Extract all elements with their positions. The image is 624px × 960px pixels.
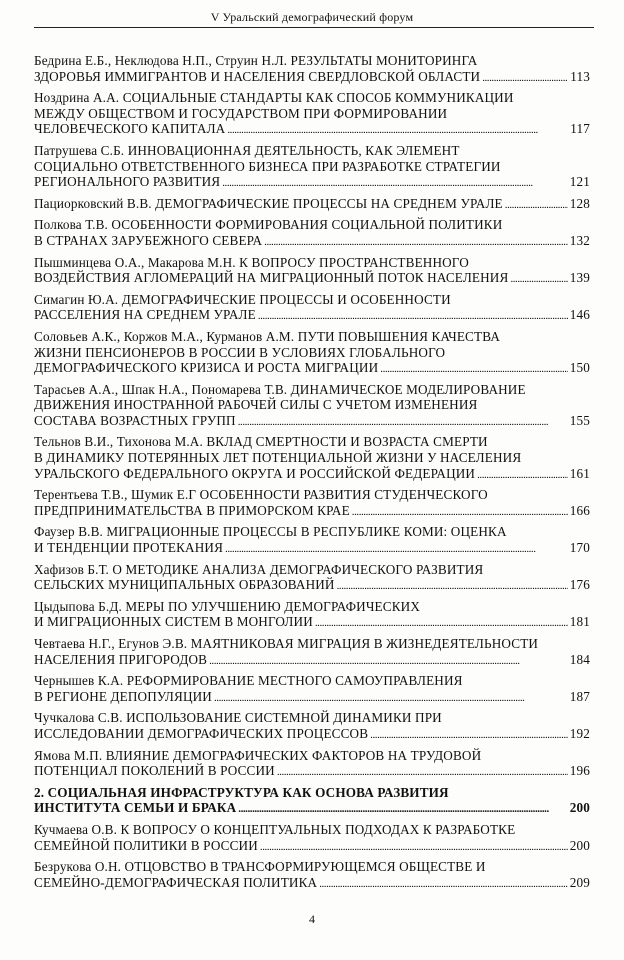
toc-page-number: 121: [569, 174, 590, 190]
toc-entry[interactable]: [34, 217, 590, 250]
toc-entry-line: Полкова Т.В. ОСОБЕННОСТИ ФОРМИРОВАНИЯ СОЦИАЛЬНОЙ ПОЛИТИКИ: [34, 217, 503, 233]
running-header: V Уральский демографический форум: [210, 10, 414, 24]
toc-entry[interactable]: [34, 636, 590, 669]
toc-entry-line: Патрушева С.Б. ИННОВАЦИОННАЯ ДЕЯТЕЛЬНОСТЬ, КАК ЭЛЕМЕНТ: [34, 142, 460, 158]
toc-page-number: 161: [569, 465, 590, 481]
dot-leader: [319, 877, 568, 893]
dot-leader: [264, 235, 568, 251]
toc-entry-title: И ТЕНДЕНЦИИ ПРОТЕКАНИЯ: [34, 540, 224, 556]
dot-leader: [370, 728, 568, 744]
toc-page-number: 166: [569, 502, 590, 518]
toc-entry[interactable]: [34, 673, 590, 706]
toc-entry-title: СЕМЕЙНО-ДЕМОГРАФИЧЕСКАЯ ПОЛИТИКА: [34, 874, 318, 890]
toc-page-number: 181: [569, 614, 590, 630]
toc-entry-line: [34, 726, 590, 744]
toc-entry[interactable]: [34, 434, 590, 483]
toc-entry-line: Терентьева Т.В., Шумик Е.Г ОСОБЕННОСТИ РАЗВИТИЯ СТУДЕНЧЕСКОГО: [34, 487, 488, 503]
toc-entry[interactable]: [34, 382, 590, 431]
toc-page-number: 139: [569, 270, 590, 286]
dot-leader: [477, 468, 568, 484]
toc-page-number: 192: [569, 725, 590, 741]
toc-page-number: 200: [569, 837, 590, 853]
toc-entry-line: [34, 360, 590, 378]
toc-entry-line: 2. СОЦИАЛЬНАЯ ИНФРАСТРУКТУРА КАК ОСНОВА РАЗВИТИЯ: [34, 784, 449, 800]
toc-entry-line: [34, 69, 590, 87]
page-number: 4: [309, 912, 315, 926]
toc-entry-line: [34, 800, 590, 818]
toc-page-number: 113: [570, 68, 590, 84]
dot-leader: [227, 123, 568, 139]
toc-entry-line: Бедрина Е.Б., Неклюдова Н.П., Струин Н.Л. РЕЗУЛЬТАТЫ МОНИТОРИНГА: [34, 53, 478, 68]
toc-entry-title: РАССЕЛЕНИЯ НА СРЕДНЕМ УРАЛЕ: [34, 307, 256, 323]
toc-entry-title: РЕГИОНАЛЬНОГО РАЗВИТИЯ: [34, 174, 221, 190]
toc-entry-line: Пышминцева О.А., Макарова М.Н. К ВОПРОСУ ПРОСТРАНСТВЕННОГО: [34, 254, 469, 270]
toc-page-number: 150: [569, 360, 590, 376]
toc-entry-title: ЧЕЛОВЕЧЕСКОГО КАПИТАЛА: [34, 121, 226, 137]
toc-entry-line: [34, 689, 590, 707]
dot-leader: [380, 362, 568, 378]
toc-page-number: 196: [569, 763, 590, 779]
toc-entry-line: В ДИНАМИКУ ПОТЕРЯННЫХ ЛЕТ ПОТЕНЦИАЛЬНОЙ ЖИЗНИ У НАСЕЛЕНИЯ: [34, 450, 522, 466]
dot-leader: [277, 765, 568, 781]
toc-entry-line: [34, 121, 590, 139]
toc-entry-line: [34, 763, 590, 781]
toc-entry-line: [34, 614, 590, 632]
toc-entry-title: ИССЛЕДОВАНИИ ДЕМОГРАФИЧЕСКИХ ПРОЦЕССОВ: [34, 725, 369, 741]
toc-entry-line: [34, 307, 590, 325]
toc-entry[interactable]: [34, 90, 590, 139]
dot-leader: [238, 802, 568, 818]
toc-entry-line: [34, 577, 590, 595]
toc-entry-line: [34, 838, 590, 856]
toc-page-number: 146: [569, 307, 590, 323]
toc-entry-line: МЕЖДУ ОБЩЕСТВОМ И ГОСУДАРСТВОМ ПРИ ФОРМИРОВАНИИ: [34, 105, 448, 121]
dot-leader: [214, 691, 568, 707]
toc-page-number: 187: [569, 688, 590, 704]
dot-leader: [258, 309, 568, 325]
toc-entry[interactable]: [34, 710, 590, 743]
toc-section-heading[interactable]: [34, 785, 590, 818]
toc-entry[interactable]: [34, 859, 590, 892]
toc-entry-line: Ямова М.П. ВЛИЯНИЕ ДЕМОГРАФИЧЕСКИХ ФАКТОРОВ НА ТРУДОВОЙ: [34, 747, 482, 763]
toc-entry-line: Безрукова О.Н. ОТЦОВСТВО В ТРАНСФОРМИРУЮЩЕМСЯ ОБЩЕСТВЕ И: [34, 859, 486, 875]
toc-entry-title: СЕЛЬСКИХ МУНИЦИПАЛЬНЫХ ОБРАЗОВАНИЙ: [34, 577, 335, 593]
toc-entry-title: НАСЕЛЕНИЯ ПРИГОРОДОВ: [34, 651, 208, 667]
toc-entry[interactable]: [34, 329, 590, 378]
toc-entry[interactable]: [34, 748, 590, 781]
toc-entry-title: СОСТАВА ВОЗРАСТНЫХ ГРУПП: [34, 412, 236, 428]
dot-leader: [225, 542, 568, 558]
toc-entry[interactable]: [34, 292, 590, 325]
toc-entry-line: [34, 652, 590, 670]
toc-entry-title: ПРЕДПРИНИМАТЕЛЬСТВА В ПРИМОРСКОМ КРАЕ: [34, 502, 350, 518]
toc-page-number: 117: [570, 121, 590, 137]
toc-entry-line: Симагин Ю.А. ДЕМОГРАФИЧЕСКИЕ ПРОЦЕССЫ И ОСОБЕННОСТИ: [34, 291, 451, 307]
toc-entry-title: УРАЛЬСКОГО ФЕДЕРАЛЬНОГО ОКРУГА И РОССИЙСКОЙ ФЕДЕРАЦИИ: [34, 465, 476, 481]
toc-page-number: 200: [569, 800, 590, 816]
dot-leader: [352, 505, 568, 521]
toc-page-number: 155: [569, 412, 590, 428]
toc-entry-line: Соловьев А.К., Коржов М.А., Курманов А.М. ПУТИ ПОВЫШЕНИЯ КАЧЕСТВА: [34, 328, 501, 344]
toc-entry[interactable]: [34, 487, 590, 520]
toc-entry-line: [34, 233, 590, 251]
toc-entry-title: В РЕГИОНЕ ДЕПОПУЛЯЦИИ: [34, 688, 212, 704]
toc-entry-line: СОЦИАЛЬНО ОТВЕТСТВЕННОГО БИЗНЕСА ПРИ РАЗРАБОТКЕ СТРАТЕГИИ: [34, 158, 501, 174]
toc-page-number: 170: [569, 540, 590, 556]
toc-entry-line: [34, 174, 590, 192]
toc-entry-title: СЕМЕЙНОЙ ПОЛИТИКИ В РОССИИ: [34, 837, 258, 853]
toc-entry-line: Хафизов Б.Т. О МЕТОДИКЕ АНАЛИЗА ДЕМОГРАФИЧЕСКОГО РАЗВИТИЯ: [34, 561, 484, 577]
toc-entry-line: Кучмаева О.В. К ВОПРОСУ О КОНЦЕПТУАЛЬНЫХ ПОДХОДАХ К РАЗРАБОТКЕ: [34, 821, 516, 837]
toc-entry-line: [34, 875, 590, 893]
toc-entry-line: Цыдыпова Б.Д. МЕРЫ ПО УЛУЧШЕНИЮ ДЕМОГРАФИЧЕСКИХ: [34, 598, 420, 614]
toc-entry-line: Чевтаева Н.Г., Егунов Э.В. МАЯТНИКОВАЯ МИГРАЦИЯ В ЖИЗНЕДЕЯТЕЛЬНОСТИ: [34, 636, 539, 651]
toc-entry-line: [34, 413, 590, 431]
toc-entry[interactable]: [34, 53, 590, 86]
toc-page-number: 184: [569, 651, 590, 667]
toc-entry-line: Чернышев К.А. РЕФОРМИРОВАНИЕ МЕСТНОГО САМОУПРАВЛЕНИЯ: [34, 673, 463, 689]
dot-leader: [209, 654, 568, 670]
toc-entry[interactable]: [34, 143, 590, 192]
toc-entry[interactable]: [34, 255, 590, 288]
dot-leader: [222, 176, 568, 192]
dot-leader: [238, 415, 568, 431]
dot-leader: [260, 840, 568, 856]
toc-entry-line: [34, 270, 590, 288]
toc-entry-line: [34, 196, 590, 214]
toc-entry-title: ДЕМОГРАФИЧЕСКОГО КРИЗИСА И РОСТА МИГРАЦИИ: [34, 360, 379, 376]
toc-entry[interactable]: [34, 562, 590, 595]
toc-entry-line: ЖИЗНИ ПЕНСИОНЕРОВ В РОССИИ В УСЛОВИЯХ ГЛОБАЛЬНОГО: [34, 344, 446, 360]
toc-entry-line: [34, 466, 590, 484]
toc-entry-line: Тельнов В.И., Тихонова М.А. ВКЛАД СМЕРТНОСТИ И ВОЗРАСТА СМЕРТИ: [34, 434, 488, 450]
toc-page-number: 176: [569, 577, 590, 593]
toc-entry-line: Ноздрина А.А. СОЦИАЛЬНЫЕ СТАНДАРТЫ КАК СПОСОБ КОММУНИКАЦИИ: [34, 90, 514, 106]
toc-entry[interactable]: [34, 196, 590, 214]
dot-leader: [315, 616, 568, 632]
header-rule: [34, 27, 594, 28]
toc-entry-title: В СТРАНАХ ЗАРУБЕЖНОГО СЕВЕРА: [34, 232, 263, 248]
toc-entry-line: [34, 540, 590, 558]
toc-page-number: 132: [569, 232, 590, 248]
toc-entry[interactable]: [34, 524, 590, 557]
toc-entry[interactable]: [34, 822, 590, 855]
toc-entry-title: ПОТЕНЦИАЛ ПОКОЛЕНИЙ В РОССИИ: [34, 763, 275, 779]
toc-entry-line: Чучкалова С.В. ИСПОЛЬЗОВАНИЕ СИСТЕМНОЙ ДИНАМИКИ ПРИ: [34, 710, 442, 726]
dot-leader: [482, 71, 568, 87]
toc-entry-title: Пациорковский В.В. ДЕМОГРАФИЧЕСКИЕ ПРОЦЕССЫ НА СРЕДНЕМ УРАЛЕ: [34, 195, 503, 211]
toc-entry-line: ДВИЖЕНИЯ ИНОСТРАННОЙ РАБОЧЕЙ СИЛЫ С УЧЕТОМ ИЗМЕНЕНИЯ: [34, 397, 478, 413]
toc-entry-title: ВОЗДЕЙСТВИЯ АГЛОМЕРАЦИЙ НА МИГРАЦИОННЫЙ ПОТОК НАСЕЛЕНИЯ: [34, 270, 509, 286]
toc-entry-title: И МИГРАЦИОННЫХ СИСТЕМ В МОНГОЛИИ: [34, 614, 313, 630]
table-of-contents: [34, 53, 590, 896]
toc-page-number: 128: [569, 195, 590, 211]
toc-entry-line: Тарасьев А.А., Шпак Н.А., Пономарева Т.В. ДИНАМИЧЕСКОЕ МОДЕЛИРОВАНИЕ: [34, 381, 526, 397]
dot-leader: [505, 198, 568, 214]
dot-leader: [337, 579, 568, 595]
toc-entry[interactable]: [34, 599, 590, 632]
dot-leader: [510, 272, 567, 288]
toc-entry-title: ИНСТИТУТА СЕМЬИ И БРАКА: [34, 800, 237, 816]
toc-page-number: 209: [569, 874, 590, 890]
toc-entry-line: [34, 503, 590, 521]
toc-entry-title: ЗДОРОВЬЯ ИММИГРАНТОВ И НАСЕЛЕНИЯ СВЕРДЛОВСКОЙ ОБЛАСТИ: [34, 68, 481, 84]
toc-entry-line: Фаузер В.В. МИГРАЦИОННЫЕ ПРОЦЕССЫ В РЕСПУБЛИКЕ КОМИ: ОЦЕНКА: [34, 524, 507, 540]
